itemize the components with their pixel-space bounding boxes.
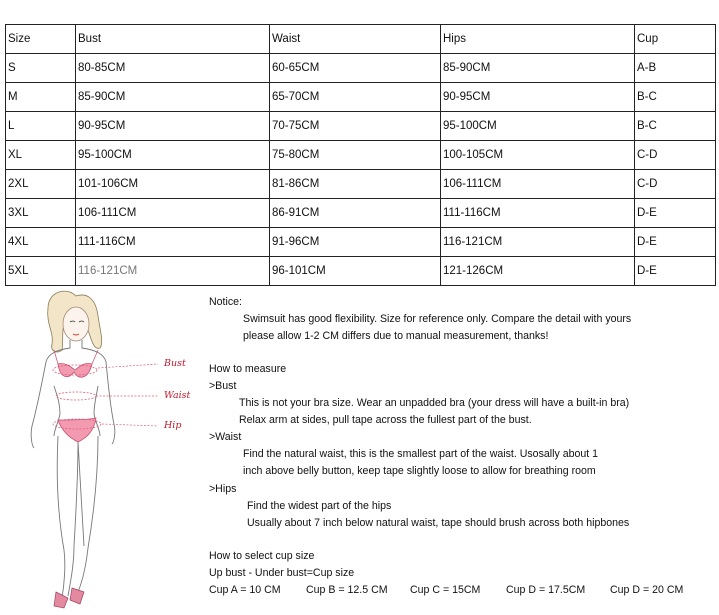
cup-cell: D-E bbox=[635, 257, 716, 286]
cup-size-item: Cup A = 10 CM bbox=[209, 584, 281, 596]
figure-legs bbox=[57, 436, 98, 598]
bust-line-2: Relax arm at sides, pull tape across the fullest part of the bust. bbox=[239, 414, 532, 426]
cup-size-item: Cup D = 17.5CM bbox=[506, 584, 586, 596]
hip-label: Hip bbox=[164, 420, 182, 431]
cup-size-item: Cup B = 12.5 CM bbox=[306, 584, 388, 596]
waist-line-1: Find the natural waist, this is the smallest part of the waist. Usosally about 1 bbox=[243, 448, 599, 460]
bust-cell: 85-90CM bbox=[76, 83, 270, 112]
size-cell: 3XL bbox=[6, 199, 76, 228]
bust-cell: 95-100CM bbox=[76, 141, 270, 170]
hips-cell: 111-116CM bbox=[441, 199, 635, 228]
size-cell: 4XL bbox=[6, 228, 76, 257]
bust-cell: 101-106CM bbox=[76, 170, 270, 199]
table-row bbox=[6, 257, 716, 286]
cup-title: How to select cup size bbox=[209, 550, 315, 562]
cup-cell: D-E bbox=[635, 199, 716, 228]
size-cell: 2XL bbox=[6, 170, 76, 199]
waist-cell: 86-91CM bbox=[270, 199, 441, 228]
bust-cell: 106-111CM bbox=[76, 199, 270, 228]
waist-heading: >Waist bbox=[209, 431, 242, 443]
waist-cell: 65-70CM bbox=[270, 83, 441, 112]
notice-line-2: please allow 1-2 CM differs due to manual measurement, thanks! bbox=[243, 330, 549, 342]
cup-size-item: Cup C = 15CM bbox=[410, 584, 481, 596]
table-header-cup: Cup bbox=[635, 25, 716, 54]
waist-cell: 60-65CM bbox=[270, 54, 441, 83]
bust-heading: >Bust bbox=[209, 380, 237, 392]
bust-cell: 90-95CM bbox=[76, 112, 270, 141]
waist-line-2: inch above belly button, keep tape slightly loose to allow for breathing room bbox=[243, 465, 596, 477]
table-header-size: Size bbox=[6, 25, 76, 54]
cup-formula: Up bust - Under bust=Cup size bbox=[209, 567, 355, 579]
size-cell: 5XL bbox=[6, 257, 76, 286]
size-chart-table bbox=[5, 24, 716, 286]
bust-cell: 111-116CM bbox=[76, 228, 270, 257]
table-header-waist: Waist bbox=[270, 25, 441, 54]
cup-size-item: Cup D = 20 CM bbox=[610, 584, 684, 596]
bust-cell: 116-121CM bbox=[76, 257, 270, 286]
figure-face bbox=[63, 307, 89, 341]
table-row bbox=[6, 170, 716, 199]
hips-line-1: Find the widest part of the hips bbox=[247, 500, 392, 512]
bust-cell: 80-85CM bbox=[76, 54, 270, 83]
table-row bbox=[6, 83, 716, 112]
table-row bbox=[6, 228, 716, 257]
hips-cell: 85-90CM bbox=[441, 54, 635, 83]
waist-cell: 70-75CM bbox=[270, 112, 441, 141]
bust-label: Bust bbox=[164, 358, 186, 369]
waist-cell: 75-80CM bbox=[270, 141, 441, 170]
table-header-hips: Hips bbox=[441, 25, 635, 54]
table-row bbox=[6, 199, 716, 228]
cup-cell: A-B bbox=[635, 54, 716, 83]
hips-cell: 121-126CM bbox=[441, 257, 635, 286]
size-cell: XL bbox=[6, 141, 76, 170]
hips-cell: 100-105CM bbox=[441, 141, 635, 170]
table-header-bust: Bust bbox=[76, 25, 270, 54]
figure-shoe-right bbox=[70, 588, 84, 604]
table-header-row bbox=[6, 25, 716, 54]
notice-title: Notice: bbox=[209, 296, 242, 308]
table-row bbox=[6, 54, 716, 83]
waist-label: Waist bbox=[164, 390, 191, 401]
cup-cell: C-D bbox=[635, 170, 716, 199]
cup-cell: B-C bbox=[635, 83, 716, 112]
cup-cell: C-D bbox=[635, 141, 716, 170]
hips-cell: 90-95CM bbox=[441, 83, 635, 112]
hips-line-2: Usually about 7 inch below natural waist, tape should brush across both hipbones bbox=[247, 517, 630, 529]
bust-line-1: This is not your bra size. Wear an unpadded bra (your dress will have a built-in bra) bbox=[239, 397, 630, 409]
size-cell: L bbox=[6, 112, 76, 141]
hips-cell: 116-121CM bbox=[441, 228, 635, 257]
waist-cell: 96-101CM bbox=[270, 257, 441, 286]
waist-cell: 91-96CM bbox=[270, 228, 441, 257]
notice-line-1: Swimsuit has good flexibility. Size for reference only. Compare the detail with yours bbox=[243, 313, 632, 325]
measurement-figure bbox=[8, 286, 200, 615]
size-cell: S bbox=[6, 54, 76, 83]
hips-cell: 95-100CM bbox=[441, 112, 635, 141]
hips-heading: >Hips bbox=[209, 483, 237, 495]
how-to-measure-title: How to measure bbox=[209, 363, 287, 375]
size-cell: M bbox=[6, 83, 76, 112]
waist-cell: 81-86CM bbox=[270, 170, 441, 199]
table-row bbox=[6, 141, 716, 170]
cup-cell: B-C bbox=[635, 112, 716, 141]
figure-bikini-bottom bbox=[58, 418, 96, 442]
table-row bbox=[6, 112, 716, 141]
figure-shoe-left bbox=[54, 592, 68, 608]
cup-cell: D-E bbox=[635, 228, 716, 257]
hips-cell: 106-111CM bbox=[441, 170, 635, 199]
